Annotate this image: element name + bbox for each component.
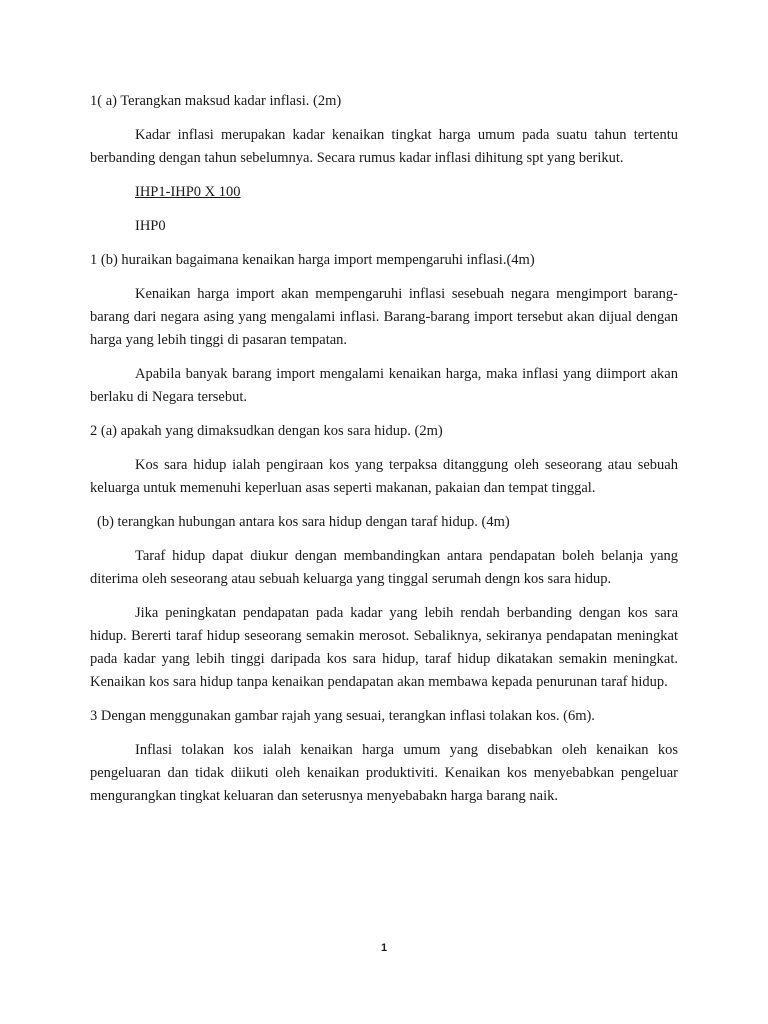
answer-3-paragraph: Inflasi tolakan kos ialah kenaikan harga umum yang disebabkan oleh kenaikan kos pengeluaran dan tidak diikuti oleh kenaikan produktiviti. Kenaikan kos menyebabkan pengeluar mengurangkan tingkat keluaran dan seterusnya menyebabakn harga barang naik.	[90, 742, 678, 804]
question-1b: 1 (b) huraikan bagaimana kenaikan harga import mempengaruhi inflasi.(4m)	[90, 252, 535, 268]
answer-2b-paragraph-1: Taraf hidup dapat diukur dengan membandingkan antara pendapatan boleh belanja yang diterima oleh seseorang atau sebuah keluarga yang tinggal serumah dengn kos sara hidup.	[90, 548, 678, 587]
answer-1a-paragraph: Kadar inflasi merupakan kadar kenaikan tingkat harga umum pada suatu tahun tertentu berbanding dengan tahun sebelumnya. Secara rumus kadar inflasi dihitung spt yang berikut.	[90, 127, 678, 166]
answer-1b-paragraph-1: Kenaikan harga import akan mempengaruhi inflasi sesebuah negara mengimport barang-barang dari negara asing yang mengalami inflasi. Barang-barang import tersebut akan dijual dengan harga yang lebih tinggi di pasaran tempatan.	[90, 286, 678, 348]
formula-numerator-text: IHP1-IHP0 X 100	[135, 184, 241, 200]
question-2a: 2 (a) apakah yang dimaksudkan dengan kos sara hidup. (2m)	[90, 423, 443, 439]
page-number: 1	[380, 942, 388, 954]
answer-2b-paragraph-2: Jika peningkatan pendapatan pada kadar yang lebih rendah berbanding dengan kos sara hidup. Bererti taraf hidup seseorang semakin merosot. Sebaliknya, sekiranya pendapatan meningkat pada kadar yang lebih tinggi daripada kos sara hidup, taraf hidup dikatakan semakin meningkat. Kenaikan kos sara hidup tanpa kenaikan pendapatan akan membawa kepada penurunan taraf hidup.	[90, 605, 678, 690]
answer-2a-paragraph: Kos sara hidup ialah pengiraan kos yang terpaksa ditanggung oleh seseorang atau sebuah keluarga untuk memenuhi keperluan asas seperti makanan, pakaian dan tempat tinggal.	[90, 457, 678, 496]
formula-numerator	[90, 181, 678, 204]
question-2b: (b) terangkan hubungan antara kos sara hidup dengan taraf hidup. (4m)	[97, 514, 510, 530]
question-1a: 1( a) Terangkan maksud kadar inflasi. (2m)	[90, 93, 342, 109]
question-3: 3 Dengan menggunakan gambar rajah yang sesuai, terangkan inflasi tolakan kos. (6m).	[90, 708, 595, 724]
answer-1b-paragraph-2: Apabila banyak barang import mengalami kenaikan harga, maka inflasi yang diimport akan berlaku di Negara tersebut.	[90, 366, 678, 405]
formula-denominator: IHP0	[135, 218, 166, 234]
document-body	[90, 90, 678, 808]
